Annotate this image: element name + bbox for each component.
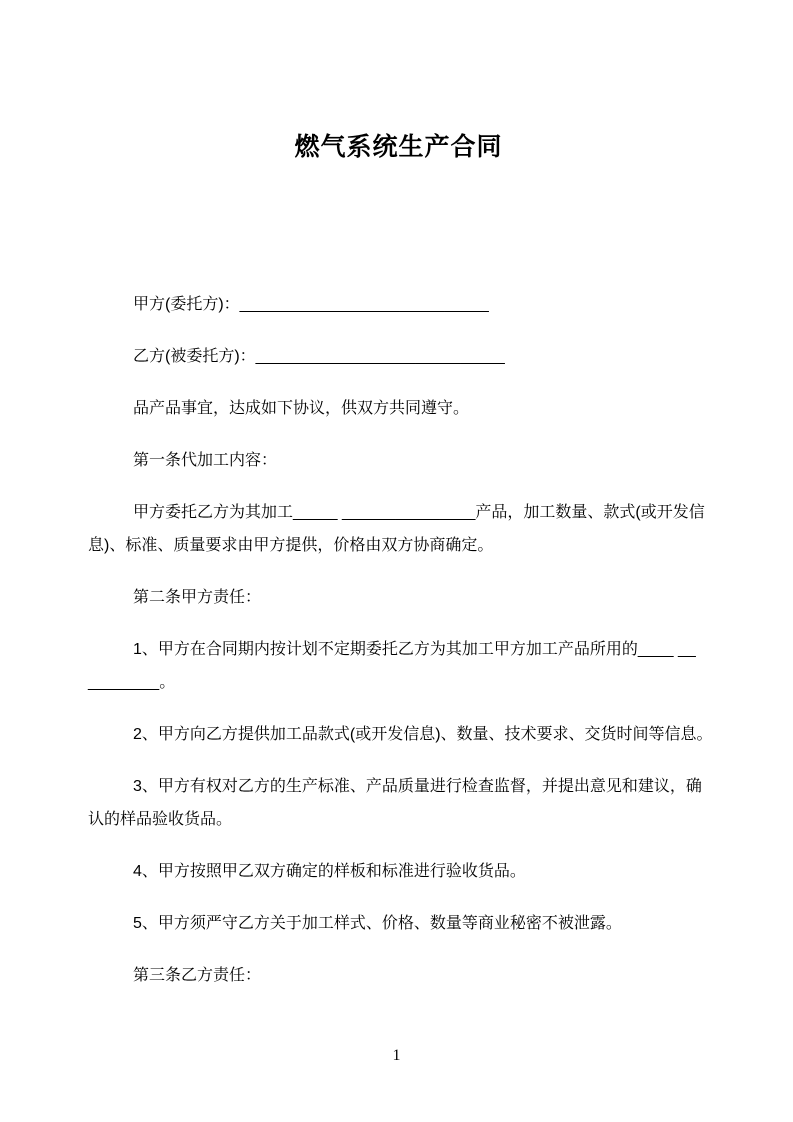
paragraph-line: 4、甲方按照甲乙双方确定的样板和标准进行验收货品。: [133, 863, 526, 880]
paragraph-clause-2-item-4: [88, 855, 709, 888]
paragraph-line: 第二条甲方责任：: [133, 589, 262, 606]
paragraph-line: 甲方委托乙方为其加工_____ _______________产品，加工数量、款式(或开发信: [133, 504, 705, 521]
paragraph-line: 认的样品验收货品。: [88, 811, 233, 828]
paragraph-clause-1-body: [88, 496, 709, 562]
document-body: [88, 288, 713, 992]
paragraph-line: 乙方(被委托方)：____________________________: [133, 348, 505, 365]
paragraph-intro-line: [88, 392, 709, 425]
paragraph-line: 息)、标准、质量要求由甲方提供，价格由双方协商确定。: [88, 537, 494, 554]
paragraph-clause-3-heading: [88, 959, 709, 992]
paragraph-clause-2-item-2: [88, 718, 713, 751]
paragraph-line: 品产品事宜，达成如下协议，供双方共同遵守。: [133, 400, 470, 417]
document-title: 燃气系统生产合同: [294, 133, 503, 161]
paragraph-line: 2、甲方向乙方提供加工品款式(或开发信息)、数量、技术要求、交货时间等信息。: [133, 726, 713, 743]
paragraph-line: 第一条代加工内容：: [133, 452, 278, 469]
paragraph-line: 1、甲方在合同期内按计划不定期委托乙方为其加工甲方加工产品所用的____ __: [133, 641, 696, 658]
paragraph-line: 甲方(委托方)：____________________________: [133, 296, 489, 313]
paragraph-clause-1-heading: [88, 444, 709, 477]
paragraph-line: 5、甲方须严守乙方关于加工样式、价格、数量等商业秘密不被泄露。: [133, 915, 622, 932]
paragraph-line: 第三条乙方责任：: [133, 967, 262, 984]
paragraph-line: 3、甲方有权对乙方的生产标准、产品质量进行检查监督，并提出意见和建议，确: [133, 778, 702, 795]
paragraph-clause-2-heading: [88, 581, 709, 614]
paragraph-party-b-line: [88, 340, 709, 373]
paragraph-clause-2-item-1: [88, 633, 709, 699]
page-number: 1: [392, 1047, 401, 1064]
paragraph-party-a-line: [88, 288, 709, 321]
paragraph-clause-2-item-3: [88, 770, 709, 836]
paragraph-clause-2-item-5: [88, 907, 709, 940]
paragraph-line: ________。: [88, 674, 176, 691]
